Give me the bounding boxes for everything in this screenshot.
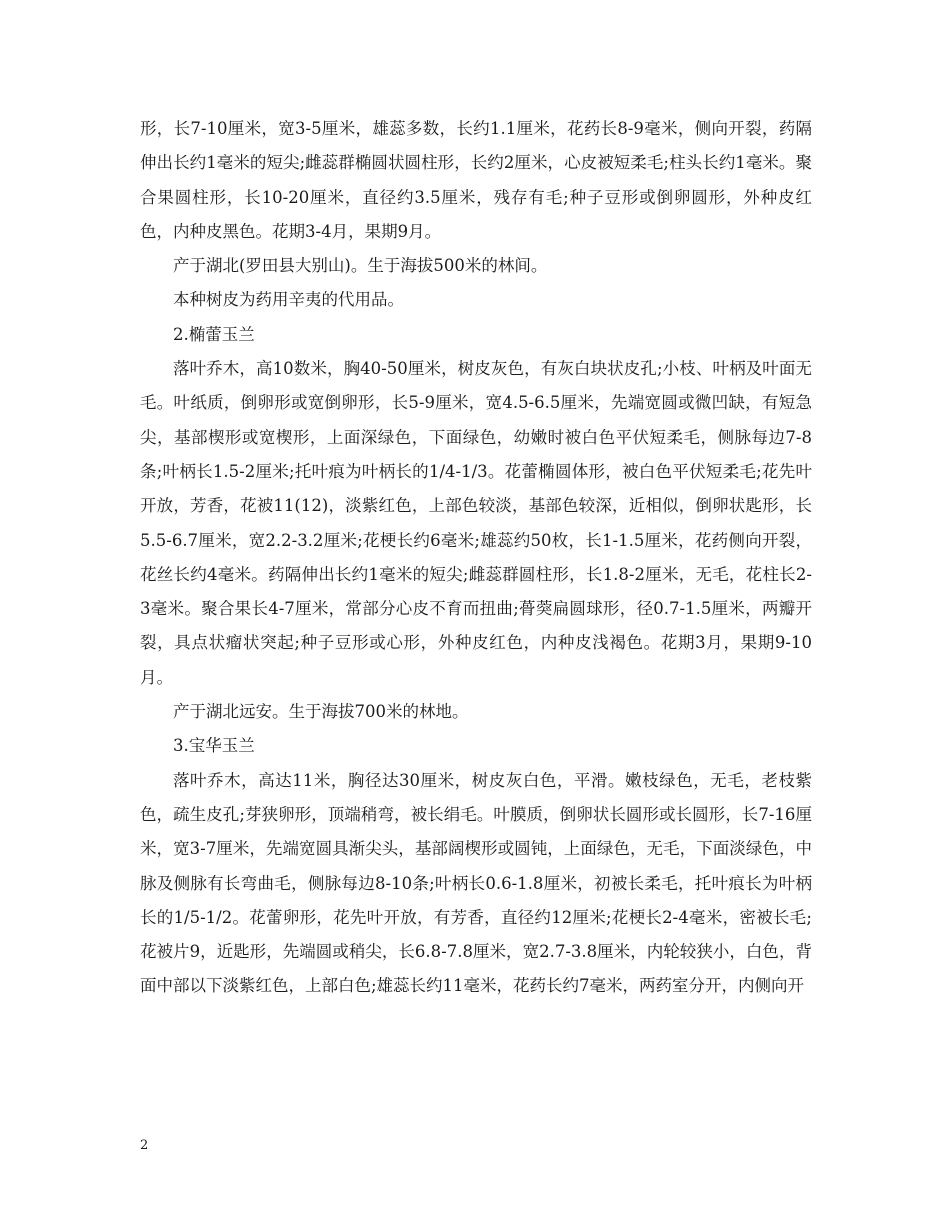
paragraph-species-3-description: 落叶乔木，高达11米，胸径达30厘米，树皮灰白色，平滑。嫩枝绿色，无毛，老枝紫色，疏生皮孔;芽狭卵形，顶端稍弯，被长绢毛。叶膜质，倒卵状长圆形或长圆形，长7-16厘米，宽3-7厘米，先端宽圆具渐尖头，基部阔楔形或圆钝，上面绿色，无毛，下面淡绿色，中脉及侧脉有长弯曲毛，侧脉每边8-10条;叶柄长0.6-1.8厘米，初被长柔毛，托叶痕长为叶柄长的1/5-1/2。花蕾卵形，花先叶开放，有芳香，直径约12厘米;花梗长2-4毫米，密被长毛;花被片9，近匙形，先端圆或稍尖，长6.8-7.8厘米，宽2.7-3.8厘米，内轮较狭小，白色，背面中部以下淡紫红色，上部白色;雄蕊长约11毫米，花药长约7毫米，两药室分开，内侧向开 bbox=[140, 770, 812, 996]
paragraph-distribution-1: 产于湖北(罗田县大别山)。生于海拔500米的林间。 bbox=[173, 256, 548, 276]
species-heading-2: 2.椭蕾玉兰 bbox=[173, 324, 255, 344]
species-heading-3: 3.宝华玉兰 bbox=[173, 736, 255, 756]
paragraph-distribution-2: 产于湖北远安。生于海拔700米的林地。 bbox=[173, 702, 469, 722]
paragraph-species-2-description: 落叶乔木，高10数米，胸40-50厘米，树皮灰色，有灰白块状皮孔;小枝、叶柄及叶面无毛。叶纸质，倒卵形或宽倒卵形，长5-9厘米，宽4.5-6.5厘米，先端宽圆或微凹缺，有短急尖，基部楔形或宽楔形，上面深绿色，下面绿色，幼嫩时被白色平伏短柔毛，侧脉每边7-8条;叶柄长1.5-2厘米;托叶痕为叶柄长的1/4-1/3。花蕾椭圆体形，被白色平伏短柔毛;花先叶开放，芳香，花被11(12)，淡紫红色，上部色较淡，基部色较深，近相似，倒卵状匙形，长5.5-6.7厘米，宽2.2-3.2厘米;花梗长约6毫米;雄蕊约50枚，长1-1.5厘米，花药侧向开裂，花丝长约4毫米。药隔伸出长约1毫米的短尖;雌蕊群圆柱形，长1.8-2厘米，无毛，花柱长2-3毫米。聚合果长4-7厘米，常部分心皮不育而扭曲;蓇葖扁圆球形，径0.7-1.5厘米，两瓣开裂，具点状瘤状突起;种子豆形或心形，外种皮红色，内种皮浅褐色。花期3月，果期9-10月。 bbox=[140, 359, 812, 687]
document-page bbox=[140, 112, 812, 1004]
paragraph-usage-note: 本种树皮为药用辛夷的代用品。 bbox=[173, 290, 404, 310]
paragraph-continued-description: 形，长7-10厘米，宽3-5厘米，雄蕊多数，长约1.1厘米，花药长8-9毫米，侧向开裂，药隔伸出长约1毫米的短尖;雌蕊群椭圆状圆柱形，长约2厘米，心皮被短柔毛;柱头长约1毫米。聚合果圆柱形，长10-20厘米，直径约3.5厘米，残存有毛;种子豆形或倒卵圆形，外种皮红色，内种皮黑色。花期3-4月，果期9月。 bbox=[140, 119, 812, 241]
page-number: 2 bbox=[140, 1138, 149, 1153]
